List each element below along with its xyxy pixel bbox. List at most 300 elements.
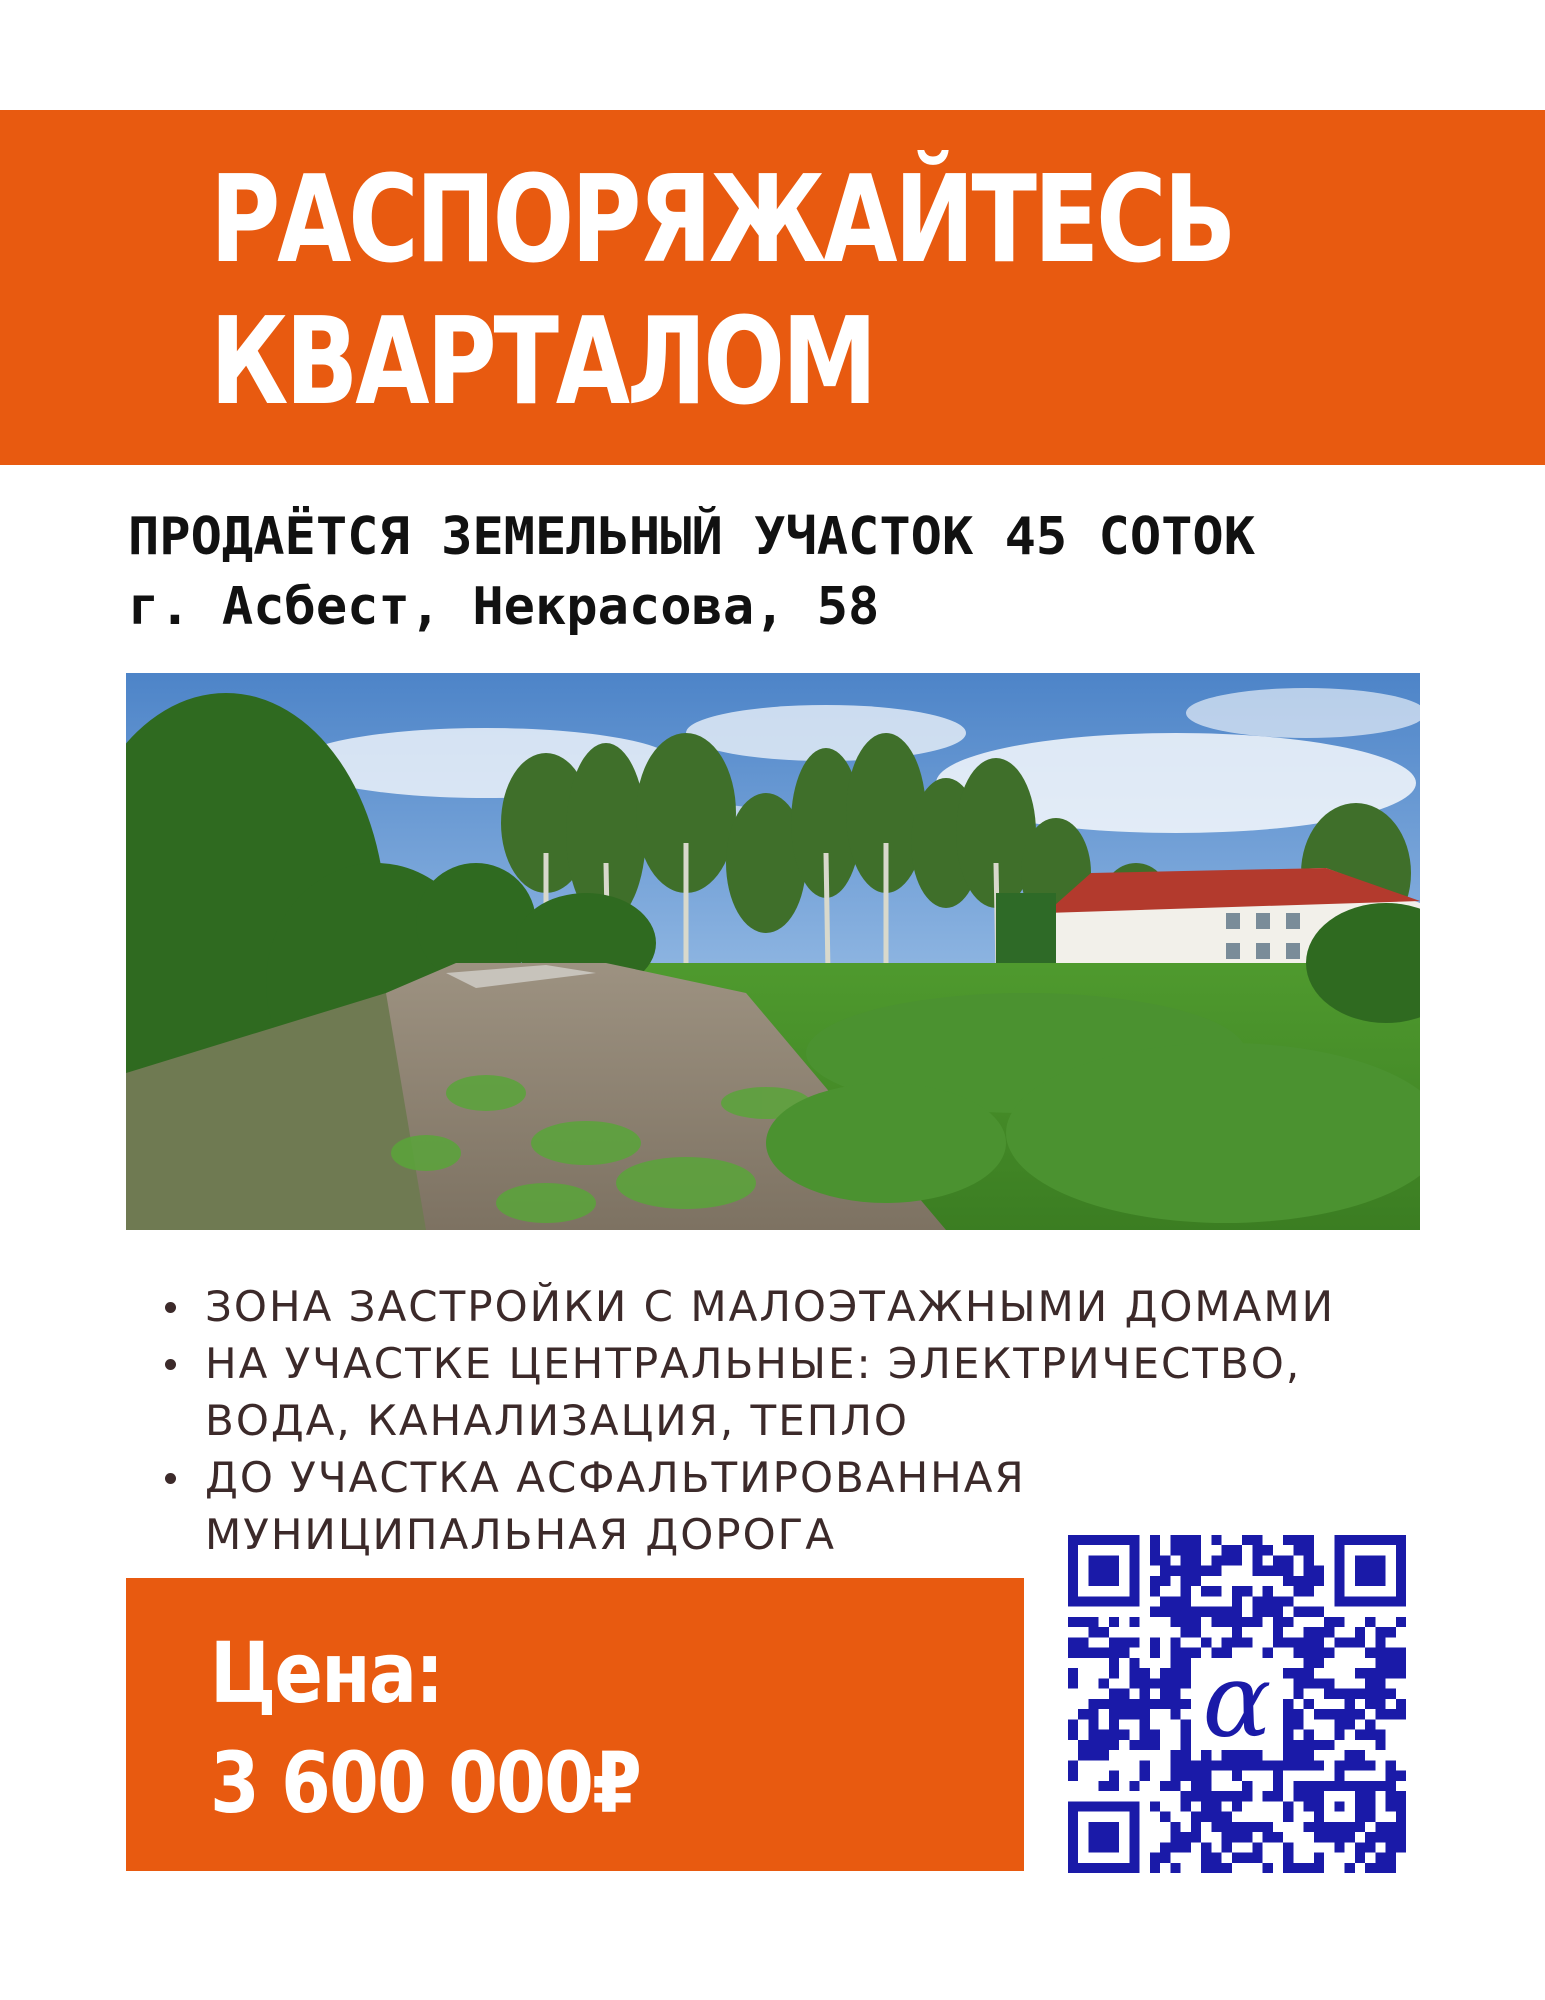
qr-module (1232, 1617, 1242, 1627)
qr-module (1201, 1863, 1211, 1873)
qr-module (1293, 1678, 1303, 1688)
qr-module (1293, 1709, 1303, 1719)
qr-module (1181, 1586, 1191, 1596)
qr-module (1170, 1863, 1180, 1873)
qr-module (1386, 1771, 1396, 1781)
qr-module (1386, 1689, 1396, 1699)
qr-module (1304, 1668, 1314, 1678)
qr-module (1181, 1730, 1191, 1740)
qr-module (1375, 1637, 1385, 1647)
qr-module (1181, 1771, 1191, 1781)
qr-module (1263, 1791, 1273, 1801)
qr-module (1160, 1812, 1170, 1822)
qr-module (1160, 1607, 1170, 1617)
qr-module (1263, 1566, 1273, 1576)
qr-module (1273, 1555, 1283, 1565)
qr-module (1345, 1699, 1355, 1709)
qr-module (1304, 1555, 1314, 1565)
qr-module (1242, 1535, 1252, 1545)
qr-module (1099, 1750, 1109, 1760)
qr-module (1222, 1832, 1232, 1842)
qr-module (1283, 1709, 1293, 1719)
qr-module (1304, 1791, 1314, 1801)
qr-module (1365, 1812, 1375, 1822)
qr-module (1365, 1648, 1375, 1658)
qr-module (1191, 1555, 1201, 1565)
qr-module (1150, 1740, 1160, 1750)
qr-module (1170, 1709, 1180, 1719)
qr-module (1170, 1750, 1180, 1760)
qr-module (1283, 1750, 1293, 1760)
qr-module (1150, 1678, 1160, 1688)
qr-module (1314, 1709, 1324, 1719)
qr-module (1170, 1535, 1180, 1545)
qr-module (1355, 1627, 1365, 1637)
qr-module (1324, 1740, 1334, 1750)
qr-module (1273, 1627, 1283, 1637)
qr-module (1109, 1781, 1119, 1791)
qr-module (1386, 1658, 1396, 1668)
qr-module (1181, 1648, 1191, 1658)
qr-module (1293, 1668, 1303, 1678)
qr-module (1119, 1709, 1129, 1719)
listing-subtitle (128, 502, 1255, 642)
qr-module (1304, 1545, 1314, 1555)
qr-module (1181, 1719, 1191, 1729)
qr-module (1386, 1853, 1396, 1863)
qr-module (1170, 1617, 1180, 1627)
qr-module (1355, 1760, 1365, 1770)
qr-module (1304, 1781, 1314, 1791)
qr-module (1242, 1791, 1252, 1801)
qr-module (1355, 1709, 1365, 1719)
qr-logo-alpha-icon: α (1202, 1641, 1272, 1761)
qr-module (1334, 1730, 1344, 1740)
land-plot-photo (126, 673, 1420, 1230)
qr-module (1365, 1842, 1375, 1852)
qr-module (1088, 1627, 1098, 1637)
qr-module (1222, 1822, 1232, 1832)
qr-module (1201, 1791, 1211, 1801)
qr-alignment-core (1334, 1801, 1344, 1811)
qr-module (1314, 1627, 1324, 1637)
qr-module (1304, 1740, 1314, 1750)
qr-module (1293, 1689, 1303, 1699)
qr-module (1273, 1607, 1283, 1617)
qr-module (1191, 1576, 1201, 1586)
qr-module (1314, 1863, 1324, 1873)
qr-module (1170, 1607, 1180, 1617)
qr-module (1242, 1853, 1252, 1863)
qr-module (1088, 1699, 1098, 1709)
qr-module (1375, 1740, 1385, 1750)
title-line-2: КВАРТАЛОМ (210, 293, 875, 432)
qr-module (1345, 1709, 1355, 1719)
qr-module (1375, 1699, 1385, 1709)
qr-module (1140, 1689, 1150, 1699)
qr-module (1304, 1750, 1314, 1760)
qr-module (1396, 1771, 1406, 1781)
qr-module (1201, 1566, 1211, 1576)
qr-module (1324, 1689, 1334, 1699)
qr-module (1211, 1535, 1221, 1545)
qr-module (1375, 1730, 1385, 1740)
qr-module (1150, 1535, 1160, 1545)
qr-module (1232, 1822, 1242, 1832)
qr-module (1181, 1668, 1191, 1678)
qr-module (1273, 1771, 1283, 1781)
qr-module (1078, 1750, 1088, 1760)
qr-module (1345, 1760, 1355, 1770)
qr-module (1355, 1853, 1365, 1863)
qr-module (1099, 1740, 1109, 1750)
qr-module (1314, 1853, 1324, 1863)
qr-module (1170, 1771, 1180, 1781)
qr-module (1263, 1863, 1273, 1873)
qr-module (1345, 1832, 1355, 1842)
qr-module (1078, 1709, 1088, 1719)
feature-text: ЗОНА ЗАСТРОЙКИ С МАЛОЭТАЖНЫМИ ДОМАМИ (205, 1282, 1336, 1331)
qr-module (1201, 1801, 1211, 1811)
qr-module (1304, 1730, 1314, 1740)
qr-module (1386, 1801, 1396, 1811)
qr-module (1365, 1730, 1375, 1740)
qr-module (1304, 1586, 1314, 1596)
qr-module (1355, 1750, 1365, 1760)
qr-module (1252, 1607, 1262, 1617)
qr-module (1191, 1832, 1201, 1842)
qr-module (1150, 1576, 1160, 1586)
qr-module (1293, 1760, 1303, 1770)
qr-module (1314, 1678, 1324, 1688)
qr-module (1386, 1627, 1396, 1637)
qr-module (1365, 1863, 1375, 1873)
qr-module (1068, 1637, 1078, 1647)
qr-module (1211, 1812, 1221, 1822)
qr-module (1191, 1535, 1201, 1545)
qr-module (1283, 1617, 1293, 1627)
qr-module (1283, 1699, 1293, 1709)
qr-module (1140, 1740, 1150, 1750)
qr-module (1334, 1709, 1344, 1719)
qr-module (1119, 1730, 1129, 1740)
qr-module (1345, 1637, 1355, 1647)
title-line-1: РАСПОРЯЖАЙТЕСЬ (210, 151, 1234, 290)
qr-module (1181, 1576, 1191, 1586)
qr-module (1283, 1842, 1293, 1852)
qr-module (1304, 1801, 1314, 1811)
qr-module (1170, 1822, 1180, 1832)
qr-module (1201, 1586, 1211, 1596)
qr-module (1232, 1760, 1242, 1770)
qr-module (1365, 1791, 1375, 1801)
qr-module (1191, 1791, 1201, 1801)
qr-module (1314, 1740, 1324, 1750)
qr-module (1375, 1822, 1385, 1832)
qr-module (1211, 1863, 1221, 1873)
qr-module (1365, 1781, 1375, 1791)
qr-module (1088, 1648, 1098, 1658)
qr-module (1099, 1627, 1109, 1637)
qr-module (1119, 1648, 1129, 1658)
qr-module (1211, 1586, 1221, 1596)
qr-module (1375, 1863, 1385, 1873)
qr-module (1324, 1678, 1334, 1688)
qr-module (1109, 1740, 1119, 1750)
qr-module (1263, 1760, 1273, 1770)
qr-module (1242, 1832, 1252, 1842)
qr-module (1201, 1842, 1211, 1852)
qr-module (1375, 1853, 1385, 1863)
qr-module (1170, 1658, 1180, 1668)
qr-module (1365, 1678, 1375, 1688)
qr-module (1242, 1781, 1252, 1791)
qr-module (1099, 1730, 1109, 1740)
qr-module (1365, 1801, 1375, 1811)
qr-module (1211, 1801, 1221, 1811)
qr-module (1078, 1617, 1088, 1627)
qr-module (1160, 1668, 1170, 1678)
qr-module (1222, 1791, 1232, 1801)
qr-module (1304, 1658, 1314, 1668)
qr-module (1109, 1658, 1119, 1668)
qr-module (1386, 1760, 1396, 1770)
listing-headline: ПРОДАЁТСЯ ЗЕМЕЛЬНЫЙ УЧАСТОК 45 СОТОК (128, 507, 1256, 567)
qr-module (1150, 1801, 1160, 1811)
qr-module (1211, 1791, 1221, 1801)
qr-module (1170, 1689, 1180, 1699)
qr-module (1109, 1719, 1119, 1729)
qr-module (1283, 1535, 1293, 1545)
qr-module (1068, 1668, 1078, 1678)
qr-module (1160, 1699, 1170, 1709)
qr-module (1150, 1853, 1160, 1863)
qr-module (1109, 1637, 1119, 1647)
qr-module (1386, 1822, 1396, 1832)
qr-module (1140, 1771, 1150, 1781)
qr-module (1222, 1760, 1232, 1770)
qr-module (1365, 1699, 1375, 1709)
qr-module (1273, 1760, 1283, 1770)
qr-module (1304, 1637, 1314, 1647)
qr-module (1078, 1740, 1088, 1750)
qr-module (1201, 1771, 1211, 1781)
qr-module (1283, 1801, 1293, 1811)
qr-module (1283, 1668, 1293, 1678)
qr-module (1181, 1801, 1191, 1811)
qr-module (1232, 1607, 1242, 1617)
qr-module (1324, 1709, 1334, 1719)
qr-module (1181, 1535, 1191, 1545)
qr-module (1222, 1863, 1232, 1873)
qr-module (1160, 1853, 1170, 1863)
qr-module (1355, 1637, 1365, 1647)
qr-module (1314, 1607, 1324, 1617)
qr-module (1181, 1699, 1191, 1709)
qr-module (1150, 1555, 1160, 1565)
qr-module (1365, 1832, 1375, 1842)
qr-module (1263, 1822, 1273, 1832)
page-title (210, 150, 1233, 434)
qr-module (1252, 1535, 1262, 1545)
qr-module (1396, 1658, 1406, 1668)
qr-module (1170, 1760, 1180, 1770)
qr-module (1170, 1668, 1180, 1678)
qr-module (1334, 1760, 1344, 1770)
qr-module (1386, 1791, 1396, 1801)
qr-module (1181, 1617, 1191, 1627)
qr-module (1181, 1750, 1191, 1760)
qr-module (1088, 1750, 1098, 1760)
qr-module (1263, 1586, 1273, 1596)
qr-module (1283, 1637, 1293, 1647)
qr-module (1099, 1781, 1109, 1791)
qr-module (1191, 1617, 1201, 1627)
qr-module (1170, 1678, 1180, 1688)
qr-module (1119, 1637, 1129, 1647)
qr-module (1222, 1545, 1232, 1555)
qr-module (1181, 1678, 1191, 1688)
qr-module (1170, 1842, 1180, 1852)
bullet-icon (165, 1359, 176, 1370)
qr-module (1252, 1822, 1262, 1832)
qr-module (1314, 1566, 1324, 1576)
qr-code-icon[interactable] (1068, 1535, 1406, 1873)
feature-item-zoning (165, 1278, 1395, 1335)
qr-module (1386, 1648, 1396, 1658)
qr-module (1129, 1740, 1139, 1750)
qr-module (1273, 1566, 1283, 1576)
qr-module (1150, 1863, 1160, 1873)
qr-module (1211, 1555, 1221, 1565)
qr-module (1160, 1596, 1170, 1606)
qr-module (1345, 1689, 1355, 1699)
qr-module (1324, 1648, 1334, 1658)
qr-module (1314, 1637, 1324, 1647)
qr-module (1191, 1760, 1201, 1770)
qr-module (1160, 1678, 1170, 1688)
qr-module (1150, 1648, 1160, 1658)
qr-module (1263, 1832, 1273, 1842)
qr-module (1345, 1750, 1355, 1760)
qr-module (1386, 1832, 1396, 1842)
qr-module (1386, 1781, 1396, 1791)
qr-module (1099, 1699, 1109, 1709)
qr-module (1273, 1832, 1283, 1842)
qr-module (1232, 1832, 1242, 1842)
qr-module (1191, 1812, 1201, 1822)
qr-module (1191, 1627, 1201, 1637)
qr-module (1170, 1545, 1180, 1555)
qr-module (1170, 1596, 1180, 1606)
qr-module (1068, 1719, 1078, 1729)
qr-module (1129, 1699, 1139, 1709)
qr-module (1334, 1842, 1344, 1852)
qr-module (1314, 1648, 1324, 1658)
qr-module (1283, 1576, 1293, 1586)
qr-module (1314, 1658, 1324, 1668)
qr-module (1181, 1832, 1191, 1842)
qr-module (1293, 1781, 1303, 1791)
qr-module (1211, 1760, 1221, 1770)
qr-module (1088, 1719, 1098, 1729)
qr-module (1334, 1617, 1344, 1627)
qr-module (1304, 1678, 1314, 1688)
qr-module (1160, 1689, 1170, 1699)
qr-module (1068, 1617, 1078, 1627)
qr-module (1109, 1709, 1119, 1719)
qr-module (1345, 1863, 1355, 1873)
qr-module (1211, 1617, 1221, 1627)
qr-module (1129, 1709, 1139, 1719)
qr-module (1263, 1545, 1273, 1555)
qr-module (1263, 1596, 1273, 1606)
qr-module (1273, 1781, 1283, 1791)
qr-module (1334, 1771, 1344, 1781)
qr-module (1140, 1678, 1150, 1688)
qr-module (1181, 1555, 1191, 1565)
qr-module (1170, 1637, 1180, 1647)
qr-module (1293, 1576, 1303, 1586)
qr-module (1304, 1699, 1314, 1709)
qr-module (1273, 1596, 1283, 1606)
qr-module (1293, 1637, 1303, 1647)
qr-module (1191, 1822, 1201, 1832)
qr-module (1375, 1627, 1385, 1637)
qr-module (1293, 1648, 1303, 1658)
qr-module (1191, 1566, 1201, 1576)
qr-module (1078, 1648, 1088, 1658)
qr-module (1160, 1842, 1170, 1852)
qr-module (1396, 1801, 1406, 1811)
qr-module (1324, 1627, 1334, 1637)
qr-module (1396, 1668, 1406, 1678)
qr-module (1293, 1607, 1303, 1617)
qr-finder-core (1088, 1555, 1119, 1586)
qr-module (1304, 1760, 1314, 1770)
qr-module (1252, 1853, 1262, 1863)
qr-module (1129, 1668, 1139, 1678)
qr-module (1191, 1648, 1201, 1658)
qr-module (1396, 1842, 1406, 1852)
qr-module (1293, 1791, 1303, 1801)
qr-module (1252, 1555, 1262, 1565)
qr-module (1386, 1863, 1396, 1873)
qr-module (1201, 1781, 1211, 1791)
qr-module (1396, 1812, 1406, 1822)
qr-module (1170, 1648, 1180, 1658)
qr-module (1242, 1586, 1252, 1596)
qr-module (1252, 1596, 1262, 1606)
qr-finder-core (1355, 1555, 1386, 1586)
qr-module (1293, 1719, 1303, 1729)
qr-module (1088, 1617, 1098, 1627)
qr-module (1334, 1832, 1344, 1842)
qr-module (1252, 1566, 1262, 1576)
qr-module (1386, 1668, 1396, 1678)
qr-module (1355, 1689, 1365, 1699)
qr-module (1140, 1760, 1150, 1770)
qr-module (1242, 1822, 1252, 1832)
qr-module (1375, 1668, 1385, 1678)
qr-module (1068, 1760, 1078, 1770)
qr-module (1232, 1801, 1242, 1811)
qr-module (1273, 1637, 1283, 1647)
qr-module (1304, 1822, 1314, 1832)
qr-module (1181, 1596, 1191, 1606)
qr-module (1140, 1730, 1150, 1740)
qr-module (1232, 1596, 1242, 1606)
